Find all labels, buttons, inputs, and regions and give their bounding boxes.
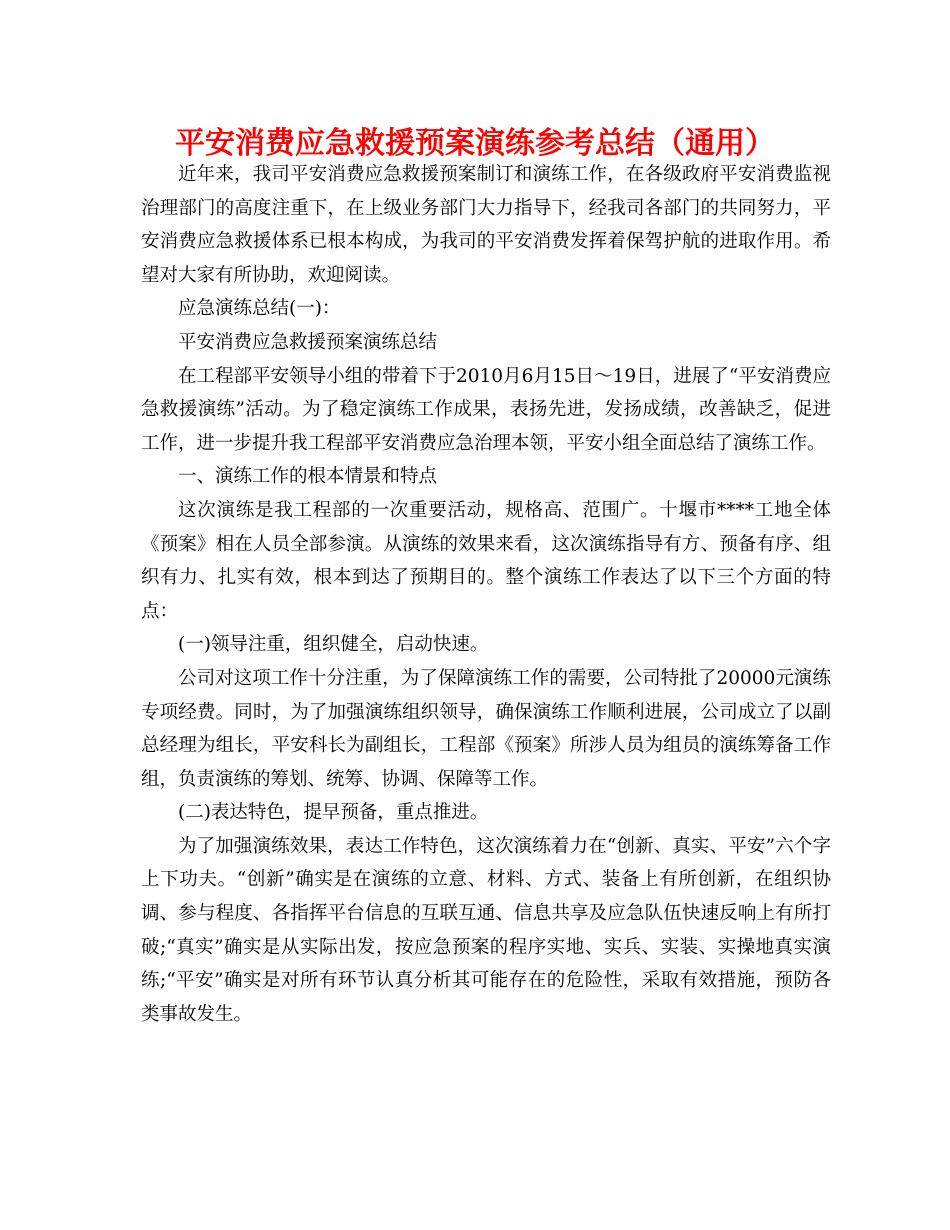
paragraph-heading-1-2: (二)表达特色，提早预备，重点推进。 [178,802,489,824]
paragraph-overview: 在工程部平安领导小组的带着下于2010月6月15日～19日，进展了“平安消费应急救援演练”活动。为了稳定演练工作成果，表扬先进，发扬成绩，改善缺乏，促进工作，进一步提升我工程部平安消费应急治理本领，平安小组全面总结了演练工作。 [141,365,831,454]
paragraph-section-label: 应急演练总结(一)： [178,298,341,320]
paragraph-heading-1: 一、演练工作的根本情景和特点 [178,466,438,488]
paragraph-leadership: 公司对这项工作十分注重，为了保障演练工作的需要，公司特批了20000元演练专项经费。同时，为了加强演练组织领导，确保演练工作顺利进展，公司成立了以副总经理为组长，平安科长为副组长，工程部《预案》所涉人员为组员的演练筹备工作组，负责演练的筹划、统筹、协调、保障等工作。 [141,667,831,790]
paragraph-intro: 近年来，我司平安消费应急救援预案制订和演练工作，在各级政府平安消费监视治理部门的高度注重下，在上级业务部门大力指导下，经我司各部门的共同努力，平安消费应急救援体系已根本构成，为我司的平安消费发挥着保驾护航的进取作用。希望对大家有所协助，欢迎阅读。 [141,164,831,286]
document-body [141,158,831,1031]
paragraph-features: 为了加强演练效果，表达工作特色，这次演练着力在“创新、真实、平安”六个字上下功夫。“创新”确实是在演练的立意、材料、方式、装备上有所创新，在组织协调、参与程度、各指挥平台信息的互联互通、信息共享及应急队伍快速反响上有所打破;“真实”确实是从实际出发，按应急预案的程序实地、实兵、实装、实操地真实演练;“平安”确实是对所有环节认真分析其可能存在的危险性，采取有效措施，预防各类事故发生。 [141,835,831,1025]
paragraph-heading-1-1: (一)领导注重，组织健全，启动快速。 [178,634,489,656]
paragraph-subtitle: 平安消费应急救援预案演练总结 [178,331,438,353]
paragraph-scope: 这次演练是我工程部的一次重要活动，规格高、范围广。十堰市****工地全体《预案》相在人员全部参演。从演练的效果来看，这次演练指导有方、预备有序、组织有力、扎实有效，根本到达了预期目的。整个演练工作表达了以下三个方面的特点： [141,499,831,622]
document-title: 平安消费应急救援预案演练参考总结（通用） [175,126,775,161]
